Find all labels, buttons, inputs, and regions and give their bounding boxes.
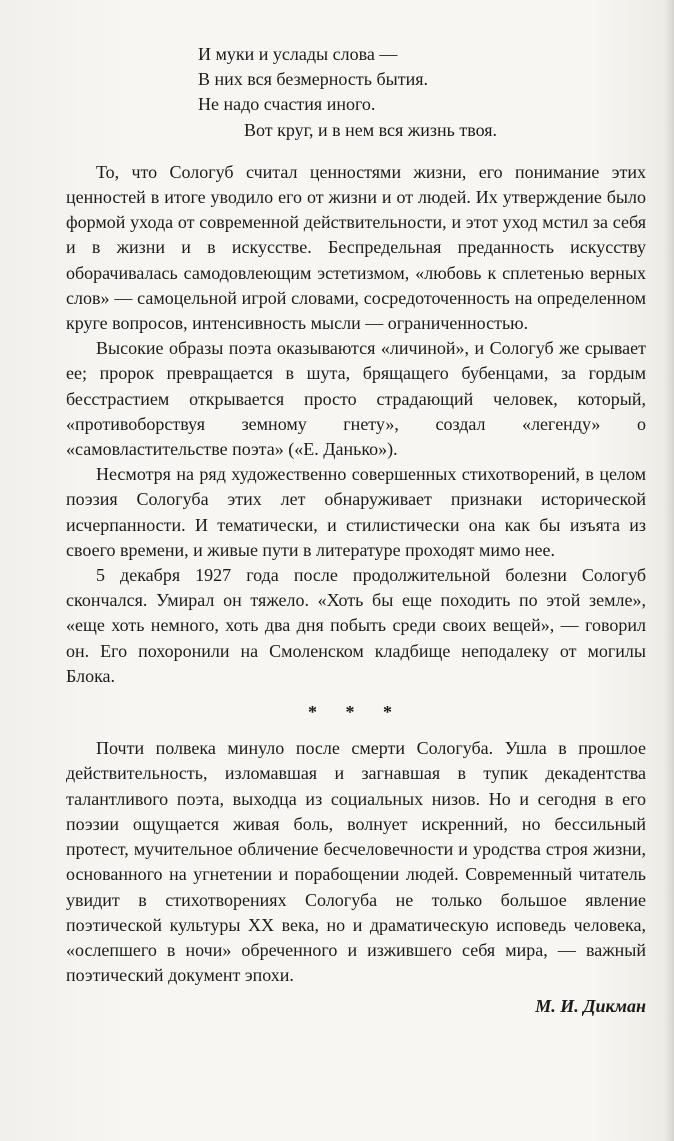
paragraph: 5 декабря 1927 года после продолжительной болезни Сологуб скончался. Умирал он тяжело. «Хоть бы еще походить по этой земле», «еще хоть немного, хоть два дня побыть среди своих вещей», — говорил он. Его похоронили на Смоленском кладбище неподалеку от могилы Блока. xyxy=(66,565,646,686)
final-paragraph: Почти полвека минуло после смерти Сологуба. Ушла в прошлое действительность, изломавшая и загнавшая в тупик декадентства талантливого поэта, выходца из социальных низов. Но и сегодня в его поэзии ощущается живая боль, волнует искренний, но бессильный протест, мучительное обличение бесчеловечности и уродства строя жизни, основанного на угнетении и порабощении людей. Современный читатель увидит в стихотворениях Сологуба не только большое явление поэтической культуры XX века, но и драматическую исповедь человека, «ослепшего в ночи» обреченного и изжившего себя мира, — важный поэтический документ эпохи. xyxy=(66,738,646,986)
poem-line: Вот круг, и в нем вся жизнь твоя. xyxy=(244,119,498,140)
main-paragraphs xyxy=(66,160,646,689)
paragraph: То, что Сологуб считал ценностями жизни, его понимание этих ценностей в итоге уводило его от жизни и от людей. Их утверждение было формой ухода от современной действительности, и этот уход мстил за себя и в жизни и в искусстве. Беспредельная преданность искусству оборачивалась самодовлеющим эстетизмом, «любовь к сплетенью верных слов» — самоцельной игрой словами, сосредоточенность на определенном круге вопросов, интенсивность мысли — ограниченностью. xyxy=(66,161,646,334)
poem-quote xyxy=(198,42,646,143)
author-signature: М. И. Дикман xyxy=(535,996,646,1017)
poem-line: И муки и услады слова — xyxy=(198,44,398,64)
section-separator: * * * xyxy=(308,702,404,723)
poem-line: Не надо счастия иного. xyxy=(198,94,376,115)
page-text xyxy=(66,42,646,1020)
page-edge-shadow xyxy=(664,0,674,1141)
paragraph: Несмотря на ряд художественно совершенных стихотворений, в целом поэзия Сологуба этих лет обнаруживает признаки исторической исчерпанности. И тематически, и стилистически она как бы изъята из своего времени, и живые пути в литературе проходят мимо нее. xyxy=(66,464,646,560)
poem-line: В них вся безмерность бытия. xyxy=(198,69,428,90)
paragraph: Высокие образы поэта оказываются «личиной», и Сологуб же срывает ее; пророк превращается в шута, брящащего бубенцами, за гордым бесстрастием открывается просто страдающий человек, который, «противоборствуя земному гнету», создал «легенду» о «самовластительстве поэта» («Е. Данько»). xyxy=(66,338,646,460)
